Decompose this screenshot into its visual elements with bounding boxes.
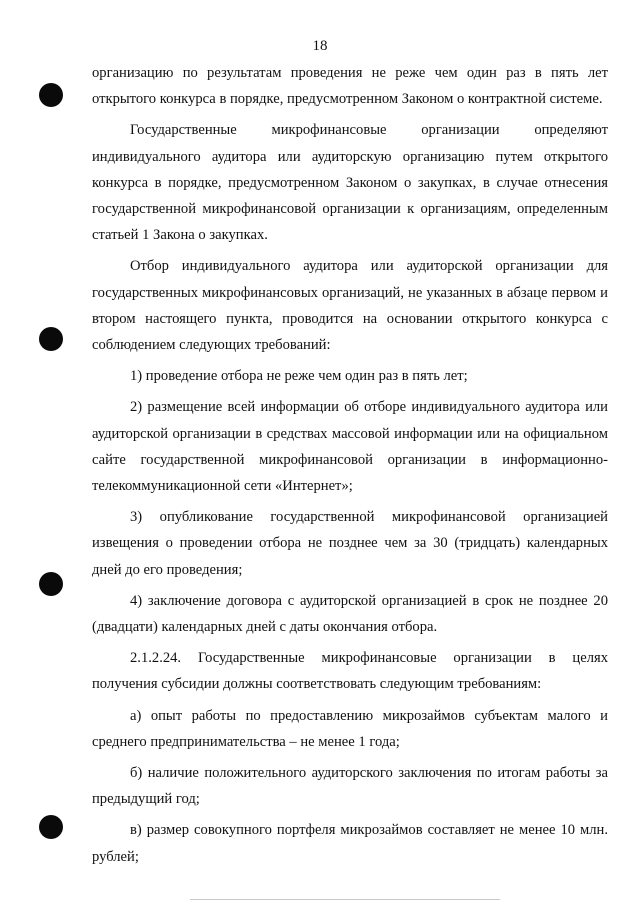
condition-item-b: б) наличие положительного аудиторского заключения по итогам работы за предыдущий год; xyxy=(92,765,608,808)
condition-item-a: а) опыт работы по предоставлению микрозаймов субъектам малого и среднего предпринимательства – не менее 1 года; xyxy=(92,707,608,750)
scan-edge-line xyxy=(190,899,500,900)
paragraph-auditor-selection: Отбор индивидуального аудитора или аудиторской организации для государственных микрофинансовых организаций, не указанных в абзаце первом и втором настоящего пункта, проводится на основании открытого конкурса с соблюдением следующих требований: xyxy=(92,258,608,354)
requirement-item-3: 3) опубликование государственной микрофинансовой организацией извещения о проведении отбора не позднее чем за 30 (тридцать) календарных дней до его проведения; xyxy=(92,509,608,578)
page-number: 18 xyxy=(312,38,328,54)
punch-hole-icon xyxy=(39,327,63,351)
document-body xyxy=(92,60,608,875)
condition-item-c: в) размер совокупного портфеля микрозаймов составляет не менее 10 млн. рублей; xyxy=(92,822,608,865)
paragraph-state-mfo-auditor: Государственные микрофинансовые организации определяют индивидуального аудитора или аудиторскую организацию путем открытого конкурса в порядке, предусмотренном Законом о закупках, в случае отнесения государственной микрофинансовой организации к организациям, определенным статьей 1 Закона о закупках. xyxy=(92,122,608,244)
requirement-item-4: 4) заключение договора с аудиторской организацией в срок не позднее 20 (двадцати) календарных дней с даты окончания отбора. xyxy=(92,592,608,636)
paragraph-continuation: организацию по результатам проведения не реже чем один раз в пять лет открытого конкурса в порядке, предусмотренном Законом о контрактной системе. xyxy=(92,65,608,108)
punch-hole-icon xyxy=(39,572,63,596)
clause-2-1-2-24: 2.1.2.24. Государственные микрофинансовые организации в целях получения субсидии должны соответствовать следующим требованиям: xyxy=(92,650,608,693)
requirement-item-2: 2) размещение всей информации об отборе индивидуального аудитора или аудиторской организации в средствах массовой информации или на официальном сайте государственной микрофинансовой организации в информационно-телекоммуникационной сети «Интернет»; xyxy=(92,399,608,495)
punch-hole-icon xyxy=(39,83,63,107)
requirement-item-1: 1) проведение отбора не реже чем один раз в пять лет; xyxy=(130,368,468,385)
punch-hole-icon xyxy=(39,815,63,839)
